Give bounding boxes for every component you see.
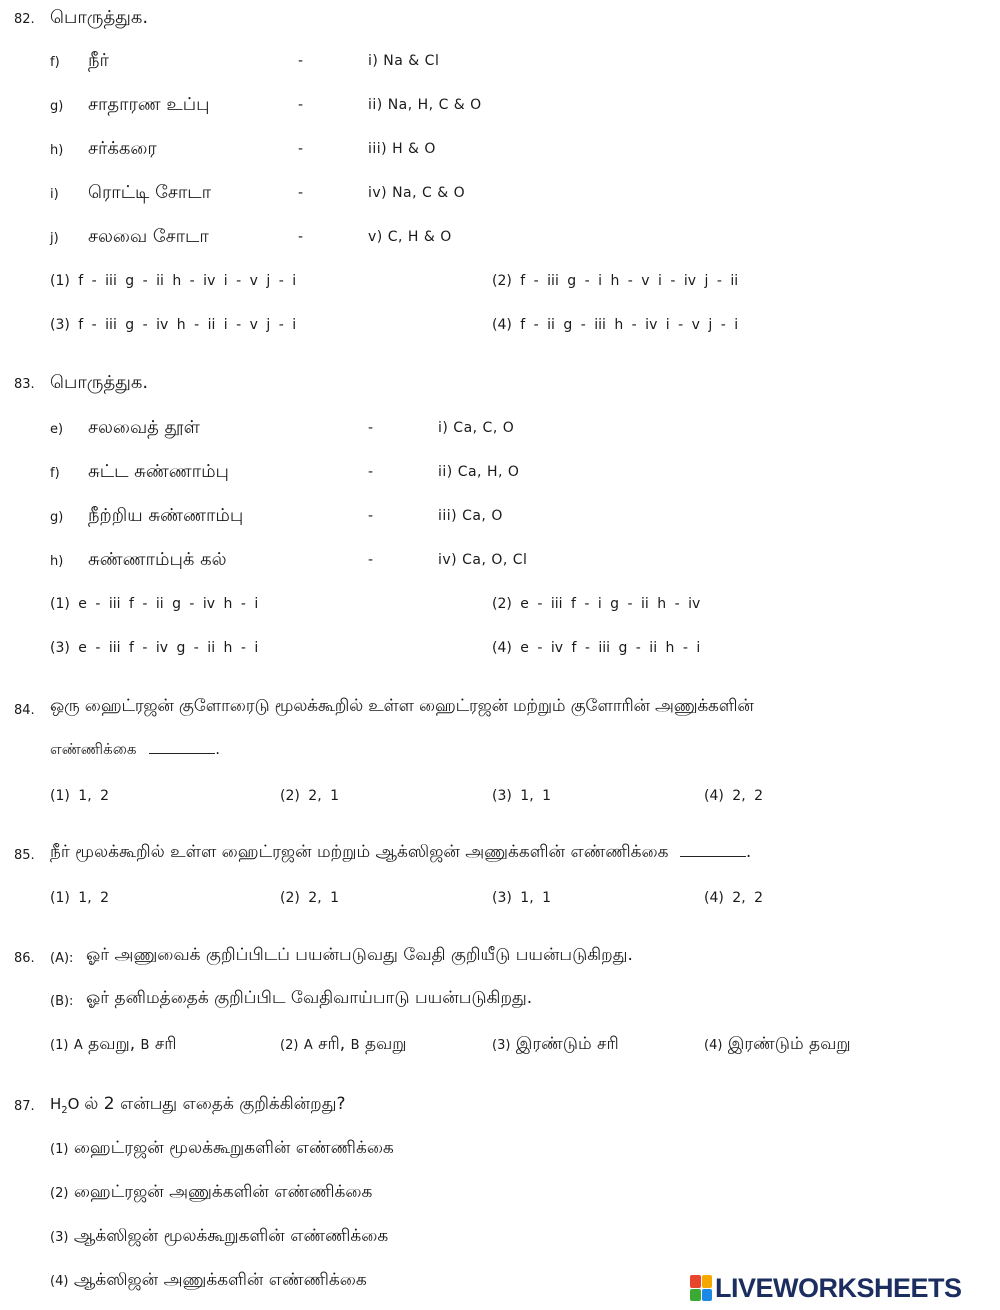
q82-number: 82.	[14, 12, 35, 27]
q82-row-value: v) C, H & O	[368, 229, 452, 245]
q83-row-dash: -	[368, 420, 374, 436]
option-text: தவறு	[364, 1034, 407, 1054]
q83-row-dash: -	[368, 552, 374, 568]
q82-title: பொருத்துக.	[50, 7, 149, 28]
q83-row-term: நீற்றிய சுண்ணாம்பு	[88, 505, 244, 526]
q85-end: .	[745, 842, 752, 862]
q85-question	[50, 842, 751, 864]
q82-row-term: சாதாரண உப்பு	[88, 94, 210, 115]
q87-option-3[interactable]	[50, 1226, 388, 1248]
q85-question-text: நீர் மூலக்கூறில் உள்ள ஹைட்ரஜன் மற்றும் ஆக்ஸிஜன் அணுக்களின் எண்ணிக்கை	[50, 842, 669, 862]
option-text: சரி	[154, 1034, 177, 1054]
q86-option-4[interactable]	[704, 1034, 851, 1056]
q86-option-1[interactable]	[50, 1034, 177, 1056]
q83-row-dash: -	[368, 464, 374, 480]
q87-option-2[interactable]	[50, 1182, 372, 1204]
q84-answer-blank[interactable]	[149, 752, 215, 754]
q85-option-1[interactable]: (1) 1, 2	[50, 890, 109, 906]
q85-number: 85.	[14, 848, 35, 863]
option-text: சரி,	[318, 1034, 346, 1054]
q83-row-label: f)	[50, 466, 60, 481]
q86-statement-a-label: (A):	[50, 951, 74, 966]
q85-option-3[interactable]: (3) 1, 1	[492, 890, 551, 906]
liveworksheets-logo	[690, 1274, 996, 1302]
option-number: (2)	[50, 1186, 69, 1201]
option-letter: A	[73, 1038, 83, 1053]
formula-subscript: 2	[61, 1105, 68, 1116]
q83-option-3[interactable]: (3) e - iii f - iv g - ii h - i	[50, 640, 259, 656]
q83-row-label: g)	[50, 510, 64, 525]
q84-option-4[interactable]: (4) 2, 2	[704, 788, 763, 804]
q83-row-value: iv) Ca, O, Cl	[438, 552, 528, 568]
q82-option-1[interactable]: (1) f - iii g - ii h - iv i - v j - i	[50, 273, 297, 289]
q83-row-label: h)	[50, 554, 64, 569]
q87-number: 87.	[14, 1099, 35, 1114]
q82-row-dash: -	[298, 229, 304, 245]
q84-option-3[interactable]: (3) 1, 1	[492, 788, 551, 804]
q85-option-2[interactable]: (2) 2, 1	[280, 890, 339, 906]
q82-row-value: ii) Na, H, C & O	[368, 97, 482, 113]
q83-row-term: சலவைத் தூள்	[88, 417, 200, 438]
q84-option-2[interactable]: (2) 2, 1	[280, 788, 339, 804]
q82-row-value: iii) H & O	[368, 141, 436, 157]
q86-statement-a: ஓர் அணுவைக் குறிப்பிடப் பயன்படுவது வேதி குறியீடு பயன்படுகிறது.	[86, 945, 633, 965]
q82-row-term: ரொட்டி சோடா	[88, 182, 211, 203]
q86-statement-b-label: (B):	[50, 994, 74, 1009]
q82-row-term: சலவை சோடா	[88, 226, 209, 247]
option-letter: B	[140, 1038, 150, 1053]
option-text: ஹைட்ரஜன் அணுக்களின் எண்ணிக்கை	[73, 1182, 373, 1202]
q84-question-text: எண்ணிக்கை	[50, 740, 137, 758]
q83-row-value: ii) Ca, H, O	[438, 464, 520, 480]
option-text: ஹைட்ரஜன் மூலக்கூறுகளின் எண்ணிக்கை	[73, 1138, 394, 1158]
option-text: இரண்டும் சரி	[515, 1034, 619, 1054]
q82-row-value: i) Na & Cl	[368, 53, 440, 69]
q82-option-3[interactable]: (3) f - iii g - iv h - ii i - v j - i	[50, 317, 297, 333]
option-number: (4)	[704, 1038, 723, 1053]
option-letter: A	[303, 1038, 313, 1053]
q83-row-term: சுட்ட சுண்ணாம்பு	[88, 461, 229, 482]
q83-row-value: i) Ca, C, O	[438, 420, 515, 436]
q83-option-4[interactable]: (4) e - iv f - iii g - ii h - i	[492, 640, 701, 656]
q83-title: பொருத்துக.	[50, 372, 149, 393]
q82-row-label: f)	[50, 55, 60, 70]
option-text: தவறு,	[88, 1034, 136, 1054]
q83-row-dash: -	[368, 508, 374, 524]
q84-question-line2	[50, 740, 220, 760]
q86-option-2[interactable]	[280, 1034, 407, 1056]
formula-h: H	[50, 1095, 62, 1113]
option-text: ஆக்ஸிஜன் மூலக்கூறுகளின் எண்ணிக்கை	[73, 1226, 389, 1246]
option-text: ஆக்ஸிஜன் அணுக்களின் எண்ணிக்கை	[73, 1270, 367, 1290]
q82-row-label: i)	[50, 187, 59, 202]
q83-option-1[interactable]: (1) e - iii f - ii g - iv h - i	[50, 596, 259, 612]
q84-question-line1: ஒரு ஹைட்ரஜன் குளோரைடு மூலக்கூறில் உள்ள ஹைட்ரஜன் மற்றும் குளோரின் அணுக்களின்	[50, 696, 754, 716]
q82-row-label: g)	[50, 99, 64, 114]
q82-option-2[interactable]: (2) f - iii g - i h - v i - iv j - ii	[492, 273, 739, 289]
q82-row-dash: -	[298, 185, 304, 201]
option-number: (3)	[492, 1038, 511, 1053]
q82-row-dash: -	[298, 97, 304, 113]
option-letter: B	[350, 1038, 360, 1053]
q85-answer-blank[interactable]	[680, 855, 746, 857]
q87-question-text: ல் 2 என்பது எதைக் குறிக்கின்றது?	[84, 1094, 346, 1114]
q86-statement-b: ஓர் தனிமத்தைக் குறிப்பிட வேதிவாய்பாடு பயன்படுகிறது.	[86, 988, 533, 1008]
q82-row-dash: -	[298, 53, 304, 69]
q84-option-1[interactable]: (1) 1, 2	[50, 788, 109, 804]
q86-option-3[interactable]	[492, 1034, 619, 1056]
q82-row-term: நீர்	[88, 50, 109, 71]
option-number: (4)	[50, 1274, 69, 1289]
liveworksheets-badge-icon	[690, 1275, 712, 1301]
q82-row-term: சர்க்கரை	[88, 138, 157, 159]
q82-row-label: j)	[50, 231, 59, 246]
option-text: இரண்டும் தவறு	[727, 1034, 851, 1054]
q82-row-value: iv) Na, C & O	[368, 185, 466, 201]
q82-option-4[interactable]: (4) f - ii g - iii h - iv i - v j - i	[492, 317, 739, 333]
option-number: (1)	[50, 1038, 69, 1053]
q83-number: 83.	[14, 377, 35, 392]
q84-number: 84.	[14, 703, 35, 718]
q85-option-4[interactable]: (4) 2, 2	[704, 890, 763, 906]
q83-option-2[interactable]: (2) e - iii f - i g - ii h - iv	[492, 596, 701, 612]
liveworksheets-wordmark: LIVEWORKSHEETS	[715, 1272, 962, 1303]
q82-row-label: h)	[50, 143, 64, 158]
q87-question	[50, 1094, 346, 1116]
option-number: (1)	[50, 1142, 69, 1157]
option-number: (3)	[50, 1230, 69, 1245]
q87-option-1[interactable]	[50, 1138, 394, 1160]
q82-row-dash: -	[298, 141, 304, 157]
q87-option-4[interactable]	[50, 1270, 367, 1292]
option-number: (2)	[280, 1038, 299, 1053]
formula-o: O	[67, 1095, 80, 1113]
q86-number: 86.	[14, 951, 35, 966]
q84-end: .	[215, 740, 221, 758]
q83-row-label: e)	[50, 422, 64, 437]
q83-row-value: iii) Ca, O	[438, 508, 503, 524]
q83-row-term: சுண்ணாம்புக் கல்	[88, 549, 227, 570]
